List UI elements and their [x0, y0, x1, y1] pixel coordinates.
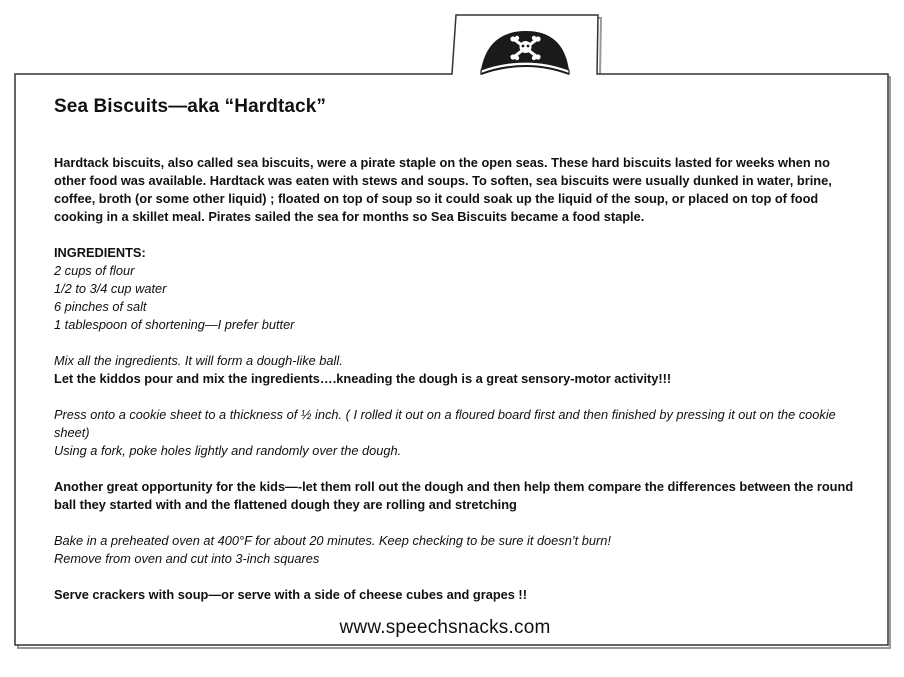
step-press: Press onto a cookie sheet to a thickness of ½ inch. ( I rolled it out on a floured board first and then finished by pressing it out on the cookie sheet) [54, 407, 836, 440]
step-kids-mix: Let the kiddos pour and mix the ingredients….kneading the dough is a great sensory-motor activity!!! [54, 371, 672, 386]
step-cut: Remove from oven and cut into 3-inch squares [54, 551, 320, 566]
ingredient-item: 6 pinches of salt [54, 299, 147, 314]
recipe-title: Sea Biscuits—aka “Hardtack” [54, 96, 326, 117]
intro-paragraph: Hardtack biscuits, also called sea biscuits, were a pirate staple on the open seas. These hard biscuits lasted for weeks when no other food was available. Hardtack was eaten with stews and soups. To soften, sea biscuits were usually dunked in water, brine, coffee, broth (or some other liquid) ; floated on top of soup so it could soak up the liquid of the soup, or placed on top of food cooking in a skillet meal. Pirates sailed the sea for months so Sea Biscuits became a food staple. [54, 155, 832, 224]
website-link[interactable]: www.speechsnacks.com [339, 617, 551, 638]
step-mix: Mix all the ingredients. It will form a dough-like ball. [54, 353, 343, 368]
step-serve: Serve crackers with soup—or serve with a side of cheese cubes and grapes !! [54, 587, 527, 602]
step-bake: Bake in a preheated oven at 400°F for about 20 minutes. Keep checking to be sure it doesn’t burn! [54, 533, 611, 548]
ingredient-item: 2 cups of flour [54, 263, 135, 278]
ingredient-item: 1 tablespoon of shortening—I prefer butter [54, 317, 295, 332]
step-kids-compare: Another great opportunity for the kids—-let them roll out the dough and then help them compare the differences between the round ball they started with and the flattened dough they are rolling and stretching [54, 479, 854, 512]
step-poke: Using a fork, poke holes lightly and randomly over the dough. [54, 443, 402, 458]
ingredient-item: 1/2 to 3/4 cup water [54, 281, 167, 296]
recipe-content [54, 96, 864, 604]
ingredients-heading: INGREDIENTS: [54, 245, 146, 260]
